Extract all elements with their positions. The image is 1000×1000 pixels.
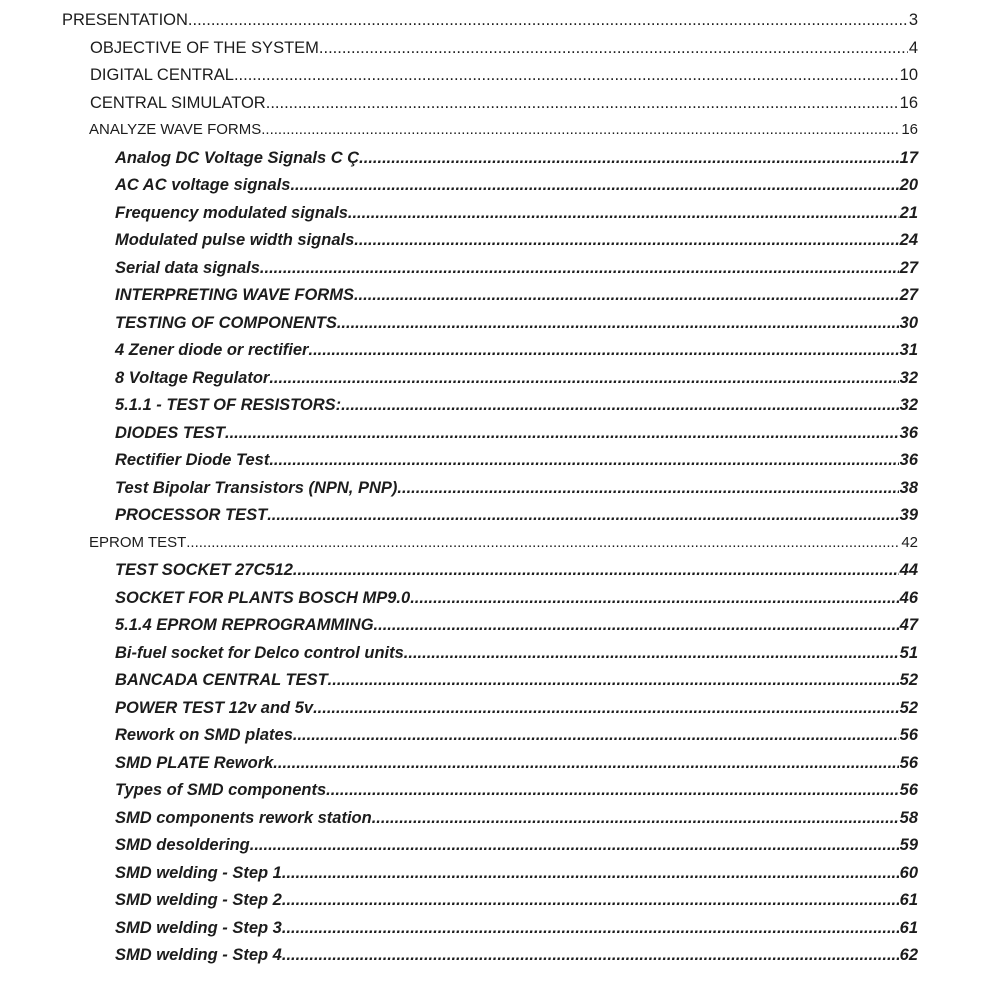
toc-entry <box>0 726 918 754</box>
toc-entry <box>0 809 918 837</box>
toc-entry <box>0 891 918 919</box>
toc-entry-title: SOCKET FOR PLANTS BOSCH MP9.0 <box>115 588 411 607</box>
toc-entry-title: SMD welding - Step 3 <box>115 918 282 937</box>
dot-leader <box>234 66 899 85</box>
toc-entry-title: SMD welding - Step 1 <box>115 863 282 882</box>
toc-entry-title: TESTING OF COMPONENTS <box>115 313 337 332</box>
dot-leader <box>269 451 898 470</box>
dot-leader <box>348 204 899 223</box>
toc-entry <box>0 946 918 974</box>
toc-entry <box>0 589 918 617</box>
toc-entry-page-number: 51 <box>899 643 918 662</box>
toc-entry-page-number: 27 <box>899 286 918 304</box>
toc-entry <box>0 176 918 204</box>
toc-entry-title: Rework on SMD plates <box>115 726 293 744</box>
toc-entry-page-number: 16 <box>901 121 918 138</box>
dot-leader <box>397 479 898 498</box>
toc-entry-title: 5.1.1 - TEST OF RESISTORS: <box>115 396 342 414</box>
toc-entry-page-number: 16 <box>899 93 918 112</box>
toc-entry-title: Types of SMD components <box>115 781 327 799</box>
toc-entry <box>0 286 918 314</box>
toc-entry-page-number: 46 <box>899 588 918 607</box>
toc-entry-page-number: 36 <box>899 423 918 442</box>
toc-entry <box>0 534 918 562</box>
toc-entry-page-number: 32 <box>899 368 918 387</box>
dot-leader <box>326 781 898 800</box>
dot-leader <box>337 314 899 333</box>
toc-entry <box>0 561 918 589</box>
dot-leader <box>188 11 908 30</box>
dot-leader <box>341 396 898 415</box>
dot-leader <box>260 259 899 278</box>
dot-leader <box>359 149 898 168</box>
dot-leader <box>186 534 900 551</box>
dot-leader <box>250 836 899 855</box>
toc-entry-page-number: 47 <box>899 616 918 634</box>
toc-entry-page-number: 61 <box>899 918 918 937</box>
toc-entry-title: SMD welding - Step 2 <box>115 891 282 909</box>
toc-entry-page-number: 24 <box>899 231 918 249</box>
toc-entry <box>0 369 918 397</box>
toc-entry-page-number: 3 <box>908 11 918 29</box>
toc-entry-title: ANALYZE WAVE FORMS <box>89 121 262 138</box>
dot-leader <box>282 946 899 965</box>
dot-leader <box>354 231 898 250</box>
toc-entry <box>0 396 918 424</box>
toc-entry-title: 4 Zener diode or rectifier <box>115 341 309 359</box>
dot-leader <box>225 424 899 443</box>
toc-entry-title: 5.1.4 EPROM REPROGRAMMING <box>115 616 374 634</box>
toc-entry <box>0 121 918 149</box>
dot-leader <box>282 919 899 938</box>
toc-entry-title: Modulated pulse width signals <box>115 231 355 249</box>
toc-entry-title: Rectifier Diode Test <box>115 451 270 469</box>
toc-entry-title: Serial data signals <box>115 258 260 277</box>
toc-entry <box>0 919 918 947</box>
dot-leader <box>404 644 899 663</box>
toc-entry-page-number: 52 <box>899 671 918 689</box>
toc-entry <box>0 506 918 534</box>
toc-entry-title: Test Bipolar Transistors (NPN, PNP) <box>115 478 398 497</box>
toc-entry-page-number: 60 <box>899 863 918 882</box>
toc-entry <box>0 259 918 287</box>
toc-entry-page-number: 27 <box>899 258 918 277</box>
toc-entry-page-number: 32 <box>899 396 918 414</box>
toc-entry-title: Analog DC Voltage Signals C Ç <box>115 148 360 167</box>
toc-entry-page-number: 17 <box>899 148 918 167</box>
toc-entry-page-number: 62 <box>899 946 918 964</box>
toc-entry-page-number: 61 <box>899 891 918 909</box>
toc-entry-title: Bi-fuel socket for Delco control units <box>115 643 404 662</box>
toc-entry-title: DIGITAL CENTRAL <box>90 66 234 84</box>
dot-leader <box>328 671 899 690</box>
dot-leader <box>261 121 900 138</box>
toc-entry-title: SMD components rework station <box>115 808 372 827</box>
toc-entry <box>0 754 918 782</box>
toc-entry-title: SMD desoldering <box>115 836 250 854</box>
dot-leader <box>313 699 899 718</box>
toc-entry <box>0 644 918 672</box>
toc-entry-title: BANCADA CENTRAL TEST <box>115 671 328 689</box>
toc-entry-page-number: 56 <box>899 726 918 744</box>
toc-entry <box>0 699 918 727</box>
dot-leader <box>293 726 899 745</box>
toc-entry-title: 8 Voltage Regulator <box>115 368 270 387</box>
toc-entry <box>0 231 918 259</box>
toc-entry-page-number: 10 <box>899 66 918 84</box>
toc-entry <box>0 781 918 809</box>
dot-leader <box>374 616 899 635</box>
toc-entry-page-number: 44 <box>899 561 918 579</box>
dot-leader <box>354 286 899 305</box>
toc-entry <box>0 424 918 452</box>
toc-entry <box>0 66 918 94</box>
toc-entry <box>0 341 918 369</box>
toc-entry <box>0 39 918 67</box>
toc-entry-title: DIODES TEST <box>115 423 226 442</box>
toc-entry <box>0 94 918 122</box>
dot-leader <box>267 506 898 525</box>
dot-leader <box>266 94 899 113</box>
toc-entry <box>0 149 918 177</box>
toc-entry-page-number: 20 <box>899 176 918 194</box>
dot-leader <box>308 341 898 360</box>
toc-entry <box>0 314 918 342</box>
toc-entry <box>0 451 918 479</box>
toc-entry-page-number: 39 <box>899 506 918 524</box>
toc-entry-title: Frequency modulated signals <box>115 203 348 222</box>
dot-leader <box>290 176 898 195</box>
toc-entry-page-number: 52 <box>899 698 918 717</box>
toc-entry-title: SMD welding - Step 4 <box>115 946 282 964</box>
toc-entry-page-number: 4 <box>908 38 918 57</box>
dot-leader <box>269 369 898 388</box>
toc-entry-page-number: 21 <box>899 203 918 222</box>
toc-entry-title: PRESENTATION <box>62 11 188 29</box>
toc-entry-title: PROCESSOR TEST <box>115 506 268 524</box>
toc-entry-page-number: 30 <box>899 313 918 332</box>
dot-leader <box>282 891 899 910</box>
dot-leader <box>282 864 899 883</box>
toc-entry-page-number: 31 <box>899 341 918 359</box>
toc-entry-page-number: 56 <box>899 781 918 799</box>
toc-entry-title: OBJECTIVE OF THE SYSTEM <box>90 38 319 57</box>
toc-entry-page-number: 58 <box>899 808 918 827</box>
toc-entry <box>0 671 918 699</box>
toc-entry-page-number: 56 <box>899 753 918 772</box>
toc-entry-page-number: 59 <box>899 836 918 854</box>
toc-entry-title: AC AC voltage signals <box>115 176 291 194</box>
toc-entry-title: CENTRAL SIMULATOR <box>90 93 266 112</box>
toc-entry <box>0 11 918 39</box>
toc-entry-page-number: 36 <box>899 451 918 469</box>
dot-leader <box>293 561 899 580</box>
dot-leader <box>319 39 908 58</box>
toc-entry-title: POWER TEST 12v and 5v <box>115 698 314 717</box>
toc-entry-page-number: 42 <box>901 533 918 551</box>
toc-entry <box>0 479 918 507</box>
toc-entry <box>0 836 918 864</box>
toc-entry <box>0 616 918 644</box>
toc-entry-title: INTERPRETING WAVE FORMS <box>115 286 354 304</box>
toc-entry-title: TEST SOCKET 27C512 <box>115 561 293 579</box>
toc-entry-title: EPROM TEST <box>89 533 187 551</box>
toc-entry <box>0 864 918 892</box>
dot-leader <box>273 754 898 773</box>
dot-leader <box>372 809 899 828</box>
toc-entry <box>0 204 918 232</box>
dot-leader <box>410 589 898 608</box>
toc-entry-page-number: 38 <box>899 478 918 497</box>
toc-entry-title: SMD PLATE Rework <box>115 753 274 772</box>
